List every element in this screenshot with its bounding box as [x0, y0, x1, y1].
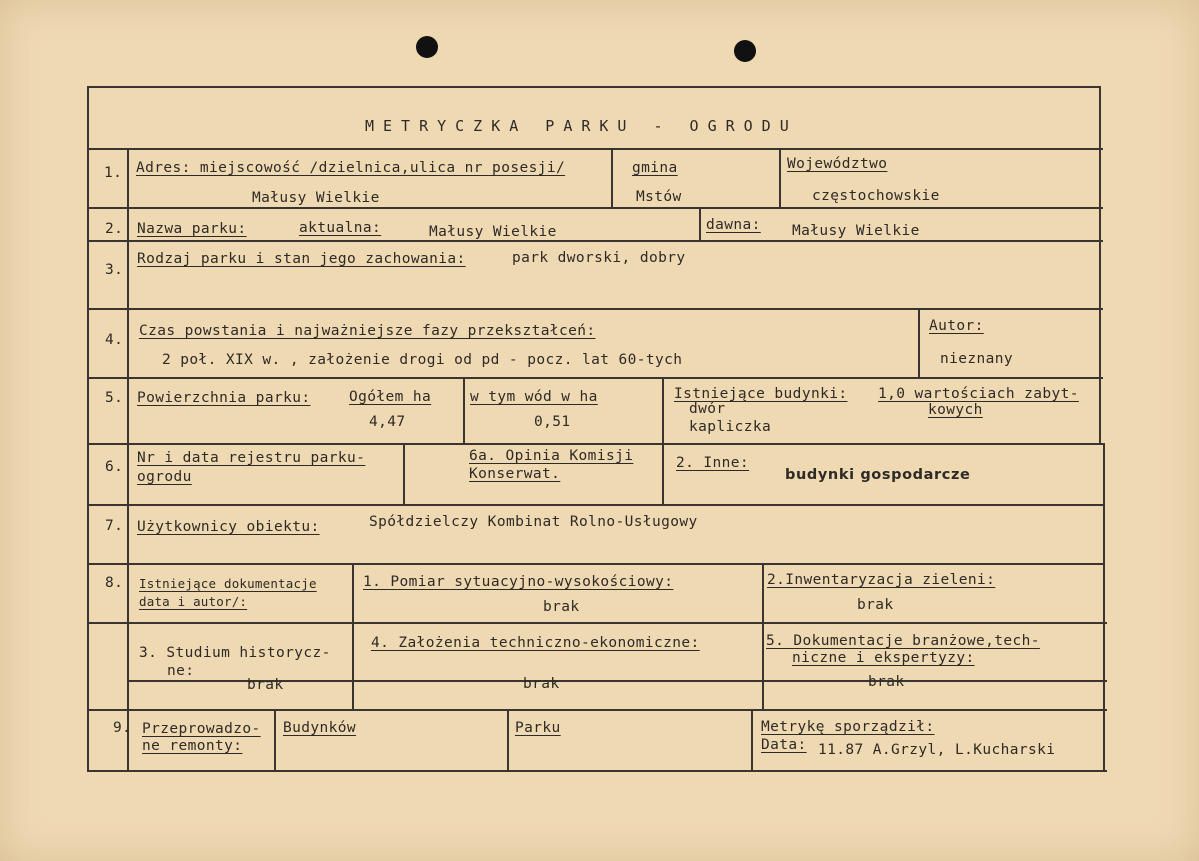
punch-hole-right	[734, 40, 756, 62]
total-area-label: Ogółem ha	[349, 389, 432, 405]
date-label: Data:	[761, 737, 807, 753]
users-label: Użytkownicy obiektu:	[137, 519, 320, 535]
park-type-value: park dworski, dobry	[512, 250, 686, 266]
inventory-value: brak	[857, 597, 894, 613]
current-name-value: Małusy Wielkie	[429, 224, 557, 240]
former-name-value: Małusy Wielkie	[792, 223, 920, 239]
row-number-3: 3.	[105, 262, 124, 278]
register-label-2: ogrodu	[137, 469, 192, 485]
date-value: 11.87 A.Grzyl, L.Kucharski	[818, 742, 1056, 758]
prepared-by-label: Metrykę sporządził:	[761, 719, 935, 735]
voivodeship-value: częstochowskie	[812, 188, 940, 204]
repairs-label-2: ne remonty:	[142, 738, 243, 754]
creation-time-value: 2 poł. XIX w. , założenie drogi od pd - pocz. lat 60-tych	[162, 352, 683, 368]
docs-label-2: data i autor/:	[139, 594, 248, 609]
opinion-label-2: Konserwat.	[469, 466, 561, 482]
other-label: 2. Inne:	[676, 455, 750, 471]
row-number-7: 7.	[105, 518, 124, 534]
docs-label-1: Istniejące dokumentacje	[139, 576, 317, 591]
author-value: nieznany	[940, 351, 1014, 367]
survey-value: brak	[543, 599, 580, 615]
row-number-5: 5.	[105, 390, 124, 406]
row-number-9: 9.	[113, 720, 132, 736]
gmina-value: Mstów	[636, 189, 682, 205]
water-area-value: 0,51	[534, 414, 571, 430]
gmina-label: gmina	[632, 160, 678, 176]
technical-value: brak	[523, 676, 560, 692]
buildings-label: Istniejące budynki:	[674, 386, 848, 402]
current-name-label: aktualna:	[299, 220, 382, 236]
technical-label: 4. Założenia techniczno-ekonomiczne:	[371, 635, 700, 651]
water-area-label: w tym wód w ha	[470, 389, 598, 405]
history-label-1: 3. Studium historycz-	[139, 645, 331, 661]
punch-hole-left	[416, 36, 438, 58]
total-area-value: 4,47	[369, 414, 406, 430]
park-record-form	[87, 86, 1107, 772]
park-type-label: Rodzaj parku i stan jego zachowania:	[137, 251, 466, 267]
branch-docs-label-2: niczne i ekspertyzy:	[792, 650, 975, 666]
users-value: Spółdzielczy Kombinat Rolno-Usługowy	[369, 514, 698, 530]
row-number-6: 6.	[105, 459, 124, 475]
row-number-2: 2.	[105, 221, 124, 237]
repairs-park-label: Parku	[515, 720, 561, 736]
opinion-label-1: 6a. Opinia Komisji	[469, 448, 634, 464]
park-name-label: Nazwa parku:	[137, 221, 247, 237]
voivodeship-label: Województwo	[787, 156, 888, 172]
author-label: Autor:	[929, 318, 984, 334]
buildings-value-manor: dwór	[689, 401, 726, 417]
other-value: budynki gospodarcze	[785, 467, 971, 483]
area-label: Powierzchnia parku:	[137, 390, 311, 406]
form-title: METRYCZKA PARKU - OGRODU	[365, 117, 798, 135]
history-value: brak	[247, 677, 284, 693]
repairs-buildings-label: Budynków	[283, 720, 357, 736]
row-number-1: 1.	[104, 165, 123, 181]
branch-docs-value: brak	[868, 674, 905, 690]
buildings-note-1: 1,0 wartościach zabyt-	[878, 386, 1079, 402]
creation-time-label: Czas powstania i najważniejsze fazy przekształceń:	[139, 323, 596, 339]
buildings-note-2: kowych	[928, 402, 983, 418]
survey-label: 1. Pomiar sytuacyjno-wysokościowy:	[363, 574, 674, 590]
branch-docs-label-1: 5. Dokumentacje branżowe,tech-	[766, 633, 1040, 649]
buildings-value-chapel: kapliczka	[689, 419, 772, 435]
register-label-1: Nr i data rejestru parku-	[137, 450, 366, 466]
inventory-label: 2.Inwentaryzacja zieleni:	[767, 572, 996, 588]
row-number-8: 8.	[105, 575, 124, 591]
row-number-4: 4.	[105, 332, 124, 348]
address-label: Adres: miejscowość /dzielnica,ulica nr posesji/	[136, 160, 566, 176]
address-value: Małusy Wielkie	[252, 190, 380, 206]
history-label-2: ne:	[167, 663, 195, 679]
former-name-label: dawna:	[706, 217, 761, 233]
repairs-label-1: Przeprowadzo-	[142, 721, 261, 737]
